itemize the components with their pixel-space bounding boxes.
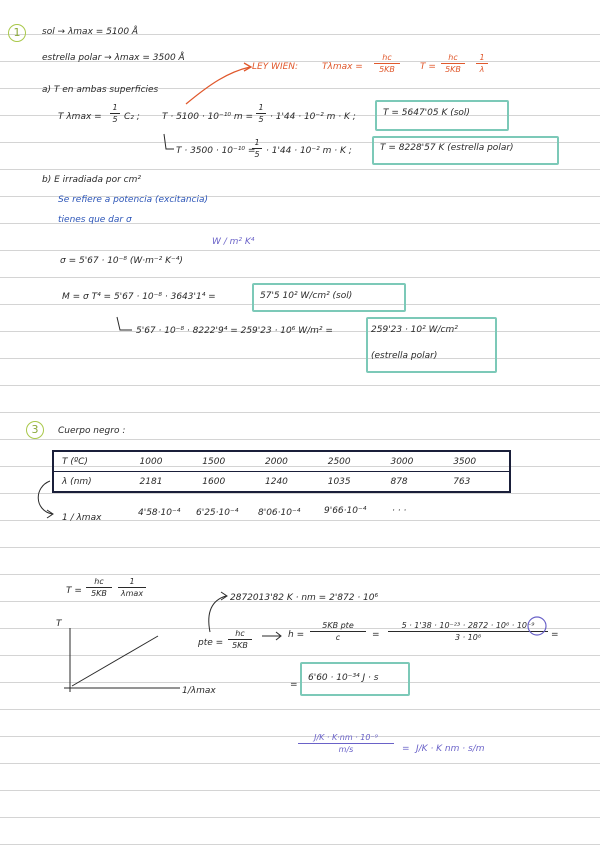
wien-fraction-3	[476, 52, 488, 75]
formula-fraction-2-den: λmax	[120, 589, 144, 598]
note-sigma: tienes que dar σ	[58, 215, 132, 225]
slope-value: 2872013'82 K · nm = 2'872 · 10⁶	[230, 593, 379, 603]
table-cell: 763	[453, 476, 471, 487]
table-cell: 1240	[265, 476, 288, 487]
table-cell: 3500	[445, 451, 510, 472]
table-cell: T (ºC)	[53, 451, 132, 472]
slope-fraction	[228, 628, 252, 651]
part-a-heading: a) T en ambas superficies	[42, 85, 159, 95]
eq2-fraction: $\frac{1}{5}$	[252, 137, 262, 160]
problem-3-number: 3	[26, 421, 44, 439]
exitance-star-result: 259'23 · 10² W/cm²	[371, 325, 458, 335]
eq1-fraction-2: $\frac{1}{5}$	[256, 102, 266, 125]
units-result: J/K · K nm · s/m	[416, 744, 485, 754]
table-cell: 878	[390, 476, 408, 487]
eq1-result: T = 5647'05 K (sol)	[383, 108, 470, 118]
inverse-lambda-value: 8'06·10⁻⁴	[258, 508, 301, 518]
polar-star-lambda-line: estrella polar → λmax = 3500 Å	[42, 53, 185, 63]
inverse-lambda-label: 1 / λmax	[62, 513, 102, 523]
blackbody-table	[52, 450, 511, 493]
table-cell: 2181	[139, 476, 163, 487]
wien-fraction-den: 5KB	[379, 65, 395, 74]
formula-fraction	[86, 576, 112, 599]
table-cell: 2000	[257, 451, 320, 472]
exitance-star-label: (estrella polar)	[371, 351, 438, 361]
formula-fraction-2-num: 1	[118, 576, 146, 588]
notebook-page: 1 sol → λmax = 5100 Å estrella polar → λmax = 3500 Å LEY WIEN: Tλmax = $\frac{hc}{5KB}$ T = $\frac{hc}{5KB}$ $\frac{1}{\lambda}$ a) T en ambas superficies T λmax = $\frac{1}{5}$ C₂ ; T · 5100 · 10⁻¹⁰ m = $\frac{1}{5}$ · 1'44 · 10⁻² m · K ; T = 5647'05 K (sol) T · 3500 · 10⁻¹⁰ = $\frac{1}{5}$ · 1'44 · 10⁻² m · K ; T = 8228'57 K (estrella polar) b) E irradiada por cm² Se refiere a potencia (excitancia) tienes que dar σ W / m² K⁴ σ = 5'67 · 10⁻⁸ (W·m⁻² K⁻⁴) M = σ T⁴ = 5'67 · 10⁻⁸ · 3643'1⁴ = 57'5 10² W/cm² (sol) 5'67 · 10⁻⁸ · 8222'9⁴ = 259'23 · 10⁶ W/m² = 259'23 · 10² W/cm² (estrella polar) 3 Cuerpo negro : T (ºC) 1000 1500 2000 2500 3000 3500 λ (nm) 2181 1600 1240 1035 878 763 1 / λmax 4'58·10⁻⁴ 6'25·10⁻⁴ 8'06·10⁻⁴ 9'66·10⁻⁴ · · · T = $\frac{hc}{5KB}$ 1 λmax T 1/λmax 2872013'82 K · nm = 2'872 · 10⁶ pte = $\frac{hc}{5KB}$ h = 5KB pte c = $\frac{\text{5 · 1'38 · 10⁻²³ · 2872 · 10⁶ · 10⁻⁹}}{\text{3 · 10⁸}}$ = = 6'60 · 10⁻³⁴ J · s $\frac{\text{J/K · K·nm · 10⁻⁹}}{m/s}$ = J/K · K nm · s/m	[0, 0, 600, 848]
table-cell: 3000	[382, 451, 445, 472]
wien-fraction-num: hc	[374, 52, 400, 64]
eq1-middle: T · 5100 · 10⁻¹⁰ m =	[162, 112, 254, 122]
table-cell: 2500	[320, 451, 383, 472]
slope-fraction-num: hc	[228, 628, 252, 640]
inverse-lambda-value: 4'58·10⁻⁴	[138, 508, 181, 518]
table-cell: 1600	[202, 476, 226, 487]
table-cell: 1000	[132, 451, 195, 472]
inverse-lambda-value: · · ·	[392, 506, 407, 516]
sigma-value: σ = 5'67 · 10⁻⁸ (W·m⁻² K⁻⁴)	[60, 256, 183, 266]
table-cell: 1500	[194, 451, 257, 472]
h-result: 6'60 · 10⁻³⁴ J · s	[308, 673, 379, 683]
wien-law-lhs: Tλmax =	[322, 62, 363, 72]
formula-fraction-num: hc	[86, 576, 112, 588]
units-fraction	[298, 732, 394, 755]
slope-fraction-den: 5KB	[232, 641, 248, 650]
inverse-lambda-value: 6'25·10⁻⁴	[196, 508, 239, 518]
wien-fraction-3-den: λ	[479, 65, 485, 74]
h-numeric-fraction-den: 3 · 10⁸	[454, 633, 482, 642]
formula-fraction-2	[118, 576, 146, 599]
eq2-result: T = 8228'57 K (estrella polar)	[380, 143, 514, 153]
eq2-rhs: · 1'44 · 10⁻² m · K ;	[266, 146, 352, 156]
wien-fraction-2-num: hc	[441, 52, 465, 64]
wien-fraction	[374, 52, 400, 75]
wien-law-label: LEY WIEN:	[252, 62, 299, 72]
h-fraction	[310, 620, 366, 643]
h-numeric-fraction-num: 5 · 1'38 · 10⁻²³ · 2872 · 10⁶ · 10⁻⁹	[388, 620, 548, 632]
wien-fraction-2	[441, 52, 465, 75]
problem-3-title: Cuerpo negro :	[58, 426, 126, 436]
h-numeric-fraction	[388, 620, 548, 643]
table-header-row	[53, 451, 510, 472]
exitance-star-eq: 5'67 · 10⁻⁸ · 8222'9⁴ = 259'23 · 10⁶ W/m² =	[136, 326, 333, 336]
wien-fraction-3-num: 1	[476, 52, 488, 64]
inverse-lambda-value: 9'66·10⁻⁴	[324, 506, 367, 516]
part-b-heading: b) E irradiada por cm²	[42, 175, 141, 185]
units-fraction-den: m/s	[338, 745, 354, 754]
wien-law-t: T =	[420, 62, 436, 72]
sun-lambda-line: sol → λmax = 5100 Å	[42, 27, 139, 37]
note-excitance: Se refiere a potencia (excitancia)	[58, 195, 209, 205]
eq2-middle: T · 3500 · 10⁻¹⁰ =	[176, 146, 256, 156]
eq1-lhs: T λmax =	[58, 112, 102, 122]
h-fraction-den: c	[335, 633, 341, 642]
table-cell: λ (nm)	[62, 476, 92, 487]
exitance-sun-eq: M = σ T⁴ = 5'67 · 10⁻⁸ · 3643'1⁴ =	[62, 292, 216, 302]
units-note: W / m² K⁴	[212, 237, 255, 247]
table-row	[53, 472, 510, 493]
h-lhs: h =	[288, 630, 305, 640]
wien-fraction-2-den: 5KB	[445, 65, 461, 74]
graph-x-label: 1/λmax	[182, 686, 216, 696]
formula-fraction-den: 5KB	[91, 589, 107, 598]
eq1-fraction: $\frac{1}{5}$	[110, 102, 120, 125]
eq1-rhs: · 1'44 · 10⁻² m · K ;	[270, 112, 356, 122]
formula-lhs: T =	[66, 586, 82, 596]
exitance-sun-result: 57'5 10² W/cm² (sol)	[260, 291, 353, 301]
eq1-c2: C₂ ;	[124, 112, 140, 122]
h-fraction-num: 5KB pte	[310, 620, 366, 632]
table-cell: 1035	[327, 476, 351, 487]
slope-lhs: pte =	[198, 638, 224, 648]
problem-1-number: 1	[8, 24, 26, 42]
units-fraction-num: J/K · K·nm · 10⁻⁹	[298, 732, 394, 744]
graph-y-label: T	[56, 619, 62, 629]
